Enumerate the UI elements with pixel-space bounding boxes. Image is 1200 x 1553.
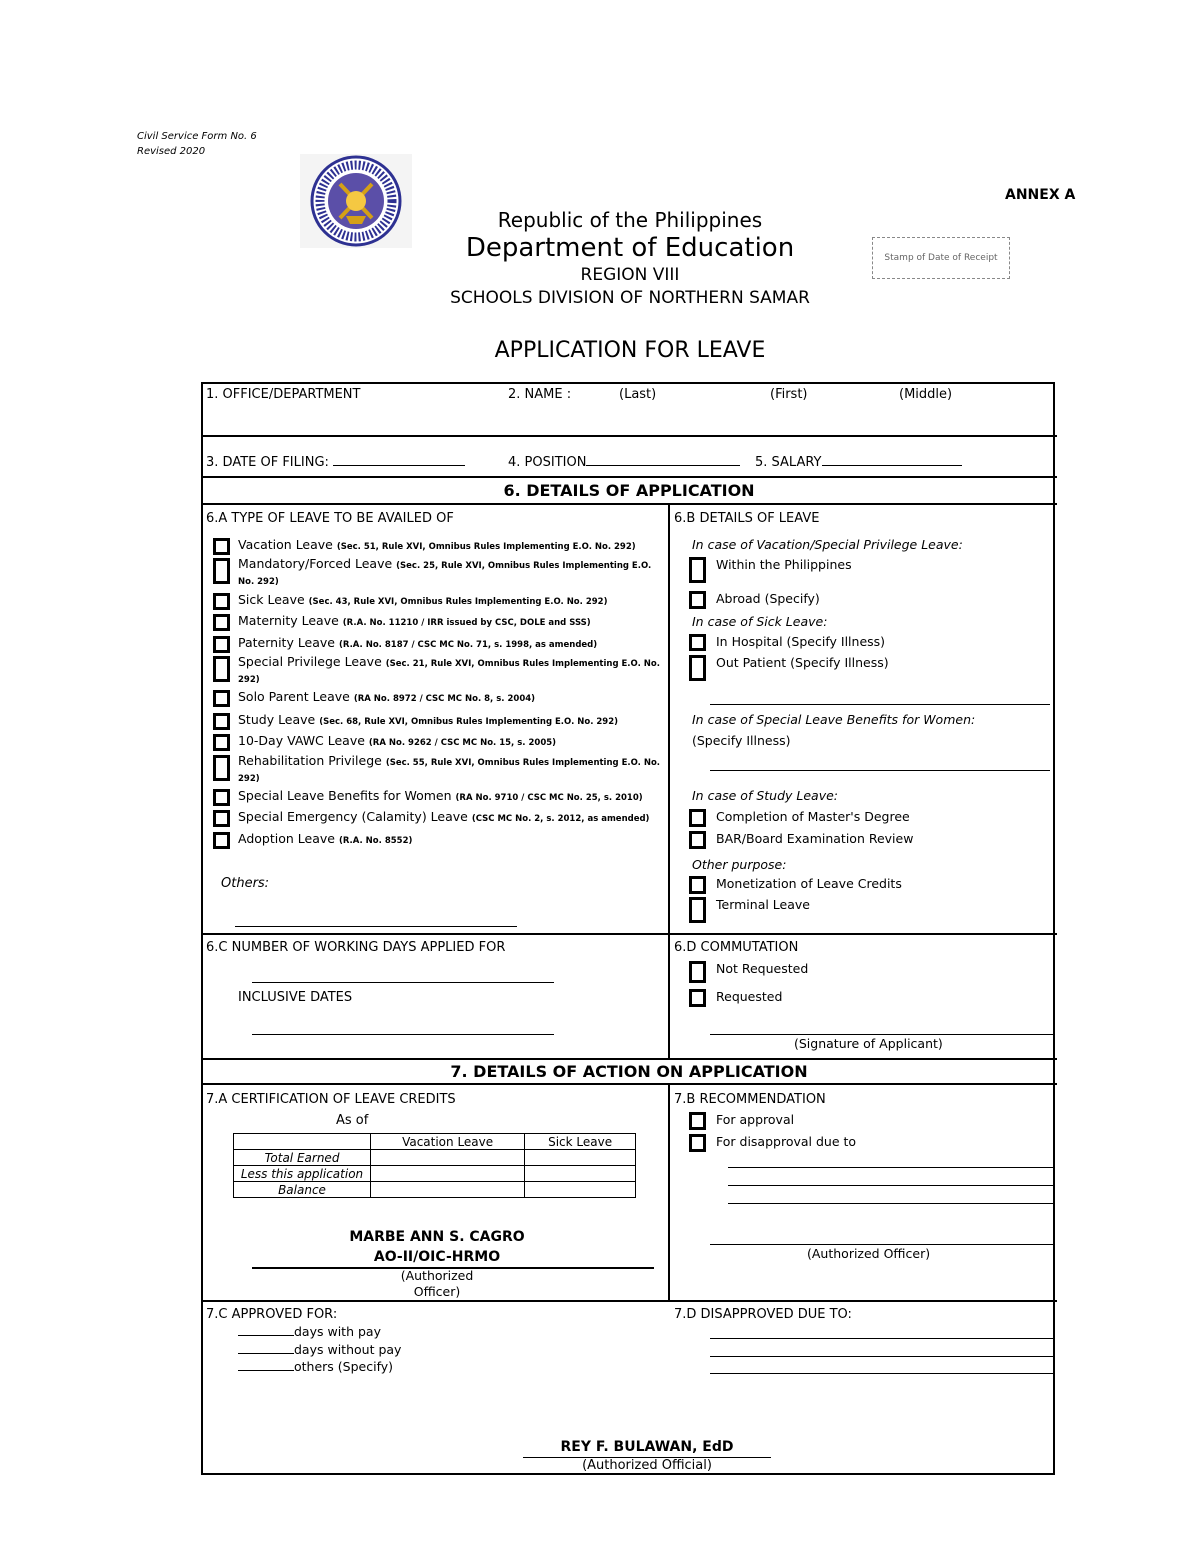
leave-type-reference: (Sec. 25, Rule XVI, Omnibus Rules Implementing E.O. No. 292) — [238, 561, 652, 587]
bar-review-label: BAR/Board Examination Review — [716, 831, 914, 846]
leave-type-name: Special Leave Benefits for Women — [238, 788, 452, 803]
leave-type-checkbox[interactable] — [213, 810, 230, 827]
women-specify-label: (Specify Illness) — [692, 733, 791, 748]
monetization-label: Monetization of Leave Credits — [716, 876, 902, 891]
others-label: Others: — [221, 876, 270, 891]
within-philippines-label: Within the Philippines — [716, 557, 852, 572]
name-first-label: (First) — [770, 387, 808, 402]
region-text: REGION VIII — [580, 265, 680, 285]
section-6-title: 6. DETAILS OF APPLICATION — [503, 481, 755, 500]
table-row — [234, 1182, 636, 1198]
applicant-signature-line[interactable] — [710, 1034, 1055, 1035]
section-7-title: 7. DETAILS OF ACTION ON APPLICATION — [450, 1062, 808, 1081]
section-6d-label: 6.D COMMUTATION — [674, 940, 799, 955]
recommending-officer-line[interactable] — [710, 1244, 1055, 1245]
leave-type-reference: (R.A. No. 8187 / CSC MC No. 71, s. 1998, as amended) — [338, 640, 598, 650]
disapproval-reason-line[interactable] — [728, 1185, 1055, 1186]
days-without-pay-field[interactable] — [238, 1341, 401, 1358]
official-name: REY F. BULAWAN, EdD — [560, 1439, 734, 1455]
leave-type-item — [238, 635, 663, 653]
days-without-pay-line[interactable] — [238, 1341, 294, 1354]
salary-line[interactable] — [822, 453, 962, 466]
balance-label: Balance — [234, 1182, 371, 1198]
leave-type-item — [238, 557, 663, 589]
leave-type-reference: (Sec. 21, Rule XVI, Omnibus Rules Implementing E.O. No. 292) — [238, 659, 660, 685]
disapproval-reason-line[interactable] — [728, 1203, 1055, 1204]
salary-label: 5. SALARY — [755, 455, 822, 470]
others-specify-label: others (Specify) — [294, 1359, 394, 1374]
others-line[interactable] — [235, 926, 517, 927]
form-revised-text: Revised 2020 — [137, 146, 206, 157]
disapproved-reason-line[interactable] — [710, 1338, 1055, 1339]
leave-type-reference: (Sec. 51, Rule XVI, Omnibus Rules Implementing E.O. No. 292) — [336, 542, 636, 552]
days-with-pay-line[interactable] — [238, 1323, 294, 1336]
not-requested-label: Not Requested — [716, 961, 809, 976]
leave-type-item — [238, 689, 663, 707]
recommending-officer-caption: (Authorized Officer) — [807, 1246, 931, 1261]
out-patient-checkbox[interactable] — [689, 655, 706, 681]
days-with-pay-label: days with pay — [294, 1324, 381, 1339]
sick-total-earned-cell[interactable] — [525, 1150, 636, 1166]
form-title: APPLICATION FOR LEAVE — [494, 338, 766, 363]
vacation-balance-cell[interactable] — [371, 1182, 525, 1198]
other-purpose-header: Other purpose: — [692, 857, 787, 872]
leave-type-name: Sick Leave — [238, 592, 305, 607]
leave-type-item — [238, 613, 663, 631]
date-filing-label: 3. DATE OF FILING: — [206, 455, 329, 470]
section-7b-label: 7.B RECOMMENDATION — [674, 1092, 826, 1107]
leave-type-reference: (R.A. No. 11210 / IRR issued by CSC, DOLE and SSS) — [342, 618, 591, 628]
study-details-header: In case of Study Leave: — [692, 788, 838, 803]
rule — [201, 503, 1057, 505]
sick-balance-cell[interactable] — [525, 1182, 636, 1198]
leave-type-checkbox[interactable] — [213, 789, 230, 806]
leave-type-checkbox[interactable] — [213, 593, 230, 610]
date-filing-field[interactable] — [206, 453, 465, 470]
others-specify-line[interactable] — [238, 1358, 294, 1371]
position-label: 4. POSITION — [508, 455, 587, 470]
rule — [201, 1083, 1057, 1085]
vacation-leave-header: Vacation Leave — [371, 1134, 525, 1150]
out-patient-label: Out Patient (Specify Illness) — [716, 655, 889, 670]
vacation-total-earned-cell[interactable] — [371, 1150, 525, 1166]
leave-type-name: Special Emergency (Calamity) Leave — [238, 809, 468, 824]
leave-type-item — [238, 592, 663, 610]
vacation-details-header: In case of Vacation/Special Privilege Leave: — [692, 537, 963, 552]
leave-type-checkbox[interactable] — [213, 755, 230, 781]
sick-specify-line[interactable] — [710, 704, 1050, 705]
leave-credits-table — [233, 1133, 636, 1198]
vacation-less-cell[interactable] — [371, 1166, 525, 1182]
column-divider — [668, 1083, 670, 1300]
requested-checkbox[interactable] — [689, 989, 706, 1007]
salary-field[interactable] — [755, 453, 962, 470]
leave-type-name: Adoption Leave — [238, 831, 335, 846]
in-hospital-label: In Hospital (Specify Illness) — [716, 634, 886, 649]
hrmo-name: MARBE ANN S. CAGRO — [349, 1229, 525, 1245]
section-7d-label: 7.D DISAPPROVED DUE TO: — [674, 1307, 852, 1322]
for-disapproval-label: For disapproval due to — [716, 1134, 857, 1149]
section-7a-label: 7.A CERTIFICATION OF LEAVE CREDITS — [206, 1092, 456, 1107]
applicant-signature-caption: (Signature of Applicant) — [794, 1036, 943, 1051]
sick-leave-header: Sick Leave — [525, 1134, 636, 1150]
bar-review-checkbox[interactable] — [689, 831, 706, 849]
women-details-header: In case of Special Leave Benefits for Women: — [692, 712, 976, 727]
as-of-label: As of — [336, 1113, 369, 1128]
days-with-pay-field[interactable] — [238, 1323, 381, 1340]
leave-type-reference: (Sec. 55, Rule XVI, Omnibus Rules Implementing E.O. No. 292) — [238, 758, 661, 784]
leave-type-name: Vacation Leave — [238, 537, 333, 552]
name-middle-label: (Middle) — [899, 387, 953, 402]
inclusive-dates-line[interactable] — [252, 1034, 554, 1035]
form-number-text: Civil Service Form No. 6 — [137, 131, 257, 142]
leave-type-name: Paternity Leave — [238, 635, 335, 650]
section-6b-label: 6.B DETAILS OF LEAVE — [674, 511, 820, 526]
terminal-leave-label: Terminal Leave — [716, 897, 810, 912]
women-specify-line[interactable] — [710, 770, 1050, 771]
monetization-checkbox[interactable] — [689, 876, 706, 894]
leave-type-item — [238, 537, 663, 555]
name-last-label: (Last) — [619, 387, 657, 402]
rule — [201, 435, 1057, 437]
leave-type-item — [238, 788, 663, 806]
for-disapproval-checkbox[interactable] — [689, 1134, 706, 1152]
in-hospital-checkbox[interactable] — [689, 634, 706, 651]
stamp-box: Stamp of Date of Receipt — [872, 237, 1010, 279]
republic-text: Republic of the Philippines — [497, 208, 763, 232]
less-application-label: Less this application — [234, 1166, 371, 1182]
leave-type-checkbox[interactable] — [213, 690, 230, 707]
leave-type-checkbox[interactable] — [213, 734, 230, 751]
for-approval-label: For approval — [716, 1112, 795, 1127]
leave-type-reference: (RA No. 9262 / CSC MC No. 15, s. 2005) — [368, 738, 557, 748]
official-caption: (Authorized Official) — [582, 1458, 712, 1473]
division-text: SCHOOLS DIVISION OF NORTHERN SAMAR — [450, 288, 810, 308]
inclusive-dates-label: INCLUSIVE DATES — [238, 990, 353, 1005]
requested-label: Requested — [716, 989, 783, 1004]
abroad-label: Abroad (Specify) — [716, 591, 820, 606]
total-earned-label: Total Earned — [234, 1150, 371, 1166]
hrmo-position: AO-II/OIC-HRMO — [373, 1249, 501, 1265]
form-number — [137, 129, 257, 159]
hrmo-caption: (Authorized Officer) — [400, 1268, 474, 1299]
leave-type-reference: (R.A. No. 8552) — [338, 836, 413, 846]
table-row — [234, 1166, 636, 1182]
leave-type-checkbox[interactable] — [213, 538, 230, 555]
disapproval-reason-line[interactable] — [728, 1167, 1055, 1168]
section-7c-label: 7.C APPROVED FOR: — [206, 1307, 338, 1322]
leave-type-reference: (RA No. 9710 / CSC MC No. 25, s. 2010) — [455, 793, 643, 803]
masters-checkbox[interactable] — [689, 809, 706, 827]
sick-details-header: In case of Sick Leave: — [692, 614, 828, 629]
leave-type-checkbox[interactable] — [213, 558, 230, 584]
leave-type-item — [238, 712, 663, 730]
abroad-checkbox[interactable] — [689, 591, 706, 609]
not-requested-checkbox[interactable] — [689, 961, 706, 983]
leave-type-checkbox[interactable] — [213, 656, 230, 682]
leave-type-checkbox[interactable] — [213, 832, 230, 849]
sick-less-cell[interactable] — [525, 1166, 636, 1182]
leave-type-checkbox[interactable] — [213, 713, 230, 730]
leave-type-item — [238, 809, 663, 827]
leave-type-item — [238, 831, 663, 849]
leave-type-item — [238, 754, 663, 786]
working-days-line[interactable] — [252, 982, 554, 983]
disapproved-reason-line[interactable] — [710, 1356, 1055, 1357]
department-text: Department of Education — [465, 233, 795, 263]
leave-type-name: Study Leave — [238, 712, 316, 727]
within-philippines-checkbox[interactable] — [689, 557, 706, 583]
disapproved-reason-line[interactable] — [710, 1373, 1055, 1374]
leave-type-name: Solo Parent Leave — [238, 689, 350, 704]
others-specify-field[interactable] — [238, 1358, 393, 1375]
rule — [201, 476, 1057, 478]
leave-type-reference: (Sec. 68, Rule XVI, Omnibus Rules Implementing E.O. No. 292) — [319, 717, 619, 727]
terminal-leave-checkbox[interactable] — [689, 897, 706, 923]
table-corner — [234, 1134, 371, 1150]
leave-type-item — [238, 733, 663, 751]
name-label: 2. NAME : — [508, 387, 572, 402]
leave-type-name: 10-Day VAWC Leave — [238, 733, 365, 748]
column-divider — [668, 503, 670, 1058]
annex-label: ANNEX A — [1005, 187, 1076, 203]
masters-label: Completion of Master's Degree — [716, 809, 910, 824]
leave-type-name: Maternity Leave — [238, 613, 339, 628]
days-without-pay-label: days without pay — [294, 1342, 402, 1357]
leave-type-checkbox[interactable] — [213, 636, 230, 653]
leave-type-reference: (RA No. 8972 / CSC MC No. 8, s. 2004) — [353, 694, 536, 704]
leave-type-checkbox[interactable] — [213, 614, 230, 631]
section-6c-label: 6.C NUMBER OF WORKING DAYS APPLIED FOR — [206, 940, 506, 955]
section-6a-label: 6.A TYPE OF LEAVE TO BE AVAILED OF — [206, 511, 454, 526]
leave-type-name: Rehabilitation Privilege — [238, 753, 382, 768]
leave-type-reference: (CSC MC No. 2, s. 2012, as amended) — [471, 814, 650, 824]
table-row — [234, 1150, 636, 1166]
leave-type-name: Special Privilege Leave — [238, 654, 382, 669]
office-label: 1. OFFICE/DEPARTMENT — [206, 387, 361, 402]
position-field[interactable] — [508, 453, 740, 470]
position-line[interactable] — [586, 453, 740, 466]
leave-type-item — [238, 655, 663, 687]
rule — [201, 1058, 1057, 1060]
for-approval-checkbox[interactable] — [689, 1112, 706, 1130]
date-filing-line[interactable] — [333, 453, 465, 466]
leave-type-name: Mandatory/Forced Leave — [238, 556, 393, 571]
rule — [201, 933, 1057, 935]
rule — [201, 1300, 1057, 1302]
leave-type-reference: (Sec. 43, Rule XVI, Omnibus Rules Implementing E.O. No. 292) — [308, 597, 608, 607]
